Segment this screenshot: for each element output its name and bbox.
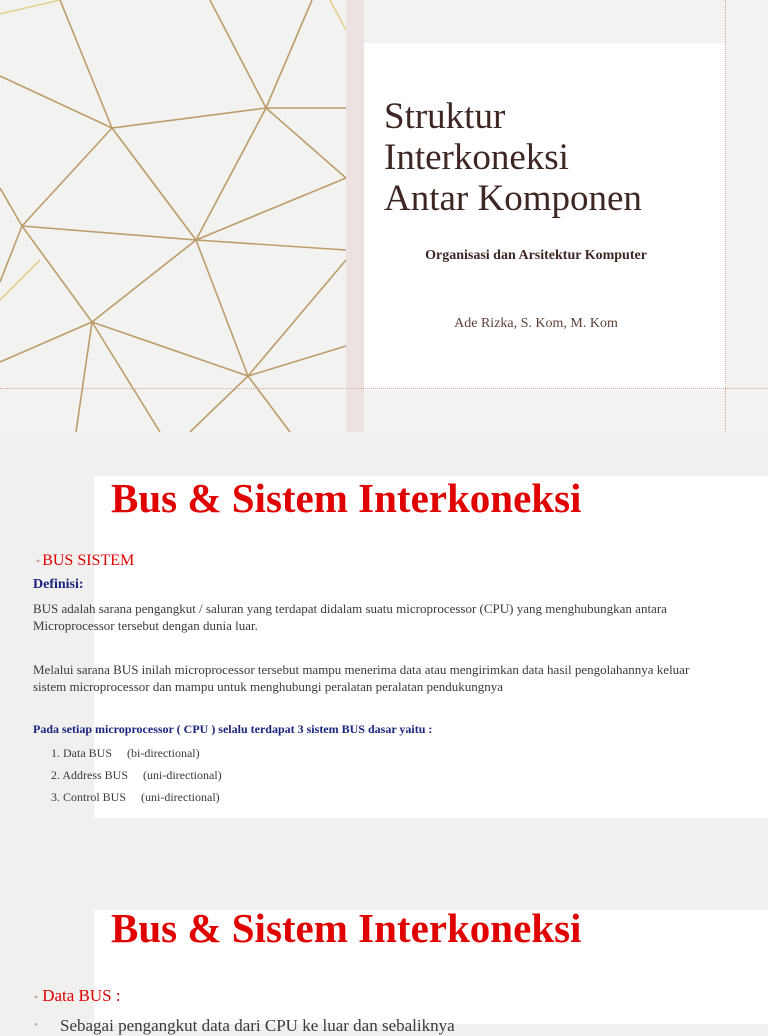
right-margin-strip [726,0,768,432]
description-paragraph: Melalui sarana BUS inilah microprocessor tersebut mampu menerima data atau mengirimkan data hasil pengolahannya keluar sistem microprocessor dan mampu untuk menghubungi peralatan peralatan pendukungnya [33,662,690,694]
definition-paragraph: BUS adalah sarana pengangkut / saluran yang terdapat didalam suatu microprocessor (CPU) yang menghubungkan antara Microprocessor tersebut dengan dunia luar. [33,601,667,633]
bullet-heading [34,986,121,1006]
bus-intro-text: Pada setiap microprocessor ( CPU ) selalu terdapat 3 sistem BUS dasar yaitu : [33,722,433,736]
bullet-marker-icon: • [34,990,39,1004]
partial-bullet-text: Sebagai pengangkut data dari CPU ke luar dan sebaliknya [60,1016,455,1035]
author-name: Ade Rizka, S. Kom, M. Kom [454,316,618,331]
guide-line-horizontal [0,388,768,389]
title-line: Struktur [384,96,506,137]
slide-heading: Bus & Sistem Interkoneksi [111,475,582,521]
title-line: Interkoneksi [384,137,569,178]
bus-type-list [51,742,222,808]
presentation-subtitle: Organisasi dan Arsitektur Komputer [425,248,647,263]
bullet-heading-text: Data BUS : [42,986,121,1005]
bus-sistem-slide [0,432,768,838]
bullet-marker-icon: • [34,1020,38,1031]
list-item: 3. Control BUS (uni-directional) [51,790,220,804]
slide-heading: Bus & Sistem Interkoneksi [111,905,582,951]
geometric-gold-pattern [0,0,346,432]
guide-line-vertical [725,0,726,432]
title-slide [0,0,768,432]
list-item: 1. Data BUS (bi-directional) [51,746,200,760]
bullet-heading-text: BUS SISTEM [42,552,135,569]
list-item: 2. Address BUS (uni-directional) [51,768,222,782]
bullet-marker-icon: • [36,554,41,568]
data-bus-slide [0,866,768,1035]
accent-band [346,0,364,432]
title-line: Antar Komponen [384,178,642,219]
bullet-heading [36,552,134,570]
presentation-title [384,96,714,219]
gold-lines-graphic [0,0,346,432]
definisi-label: Definisi: [33,577,84,592]
